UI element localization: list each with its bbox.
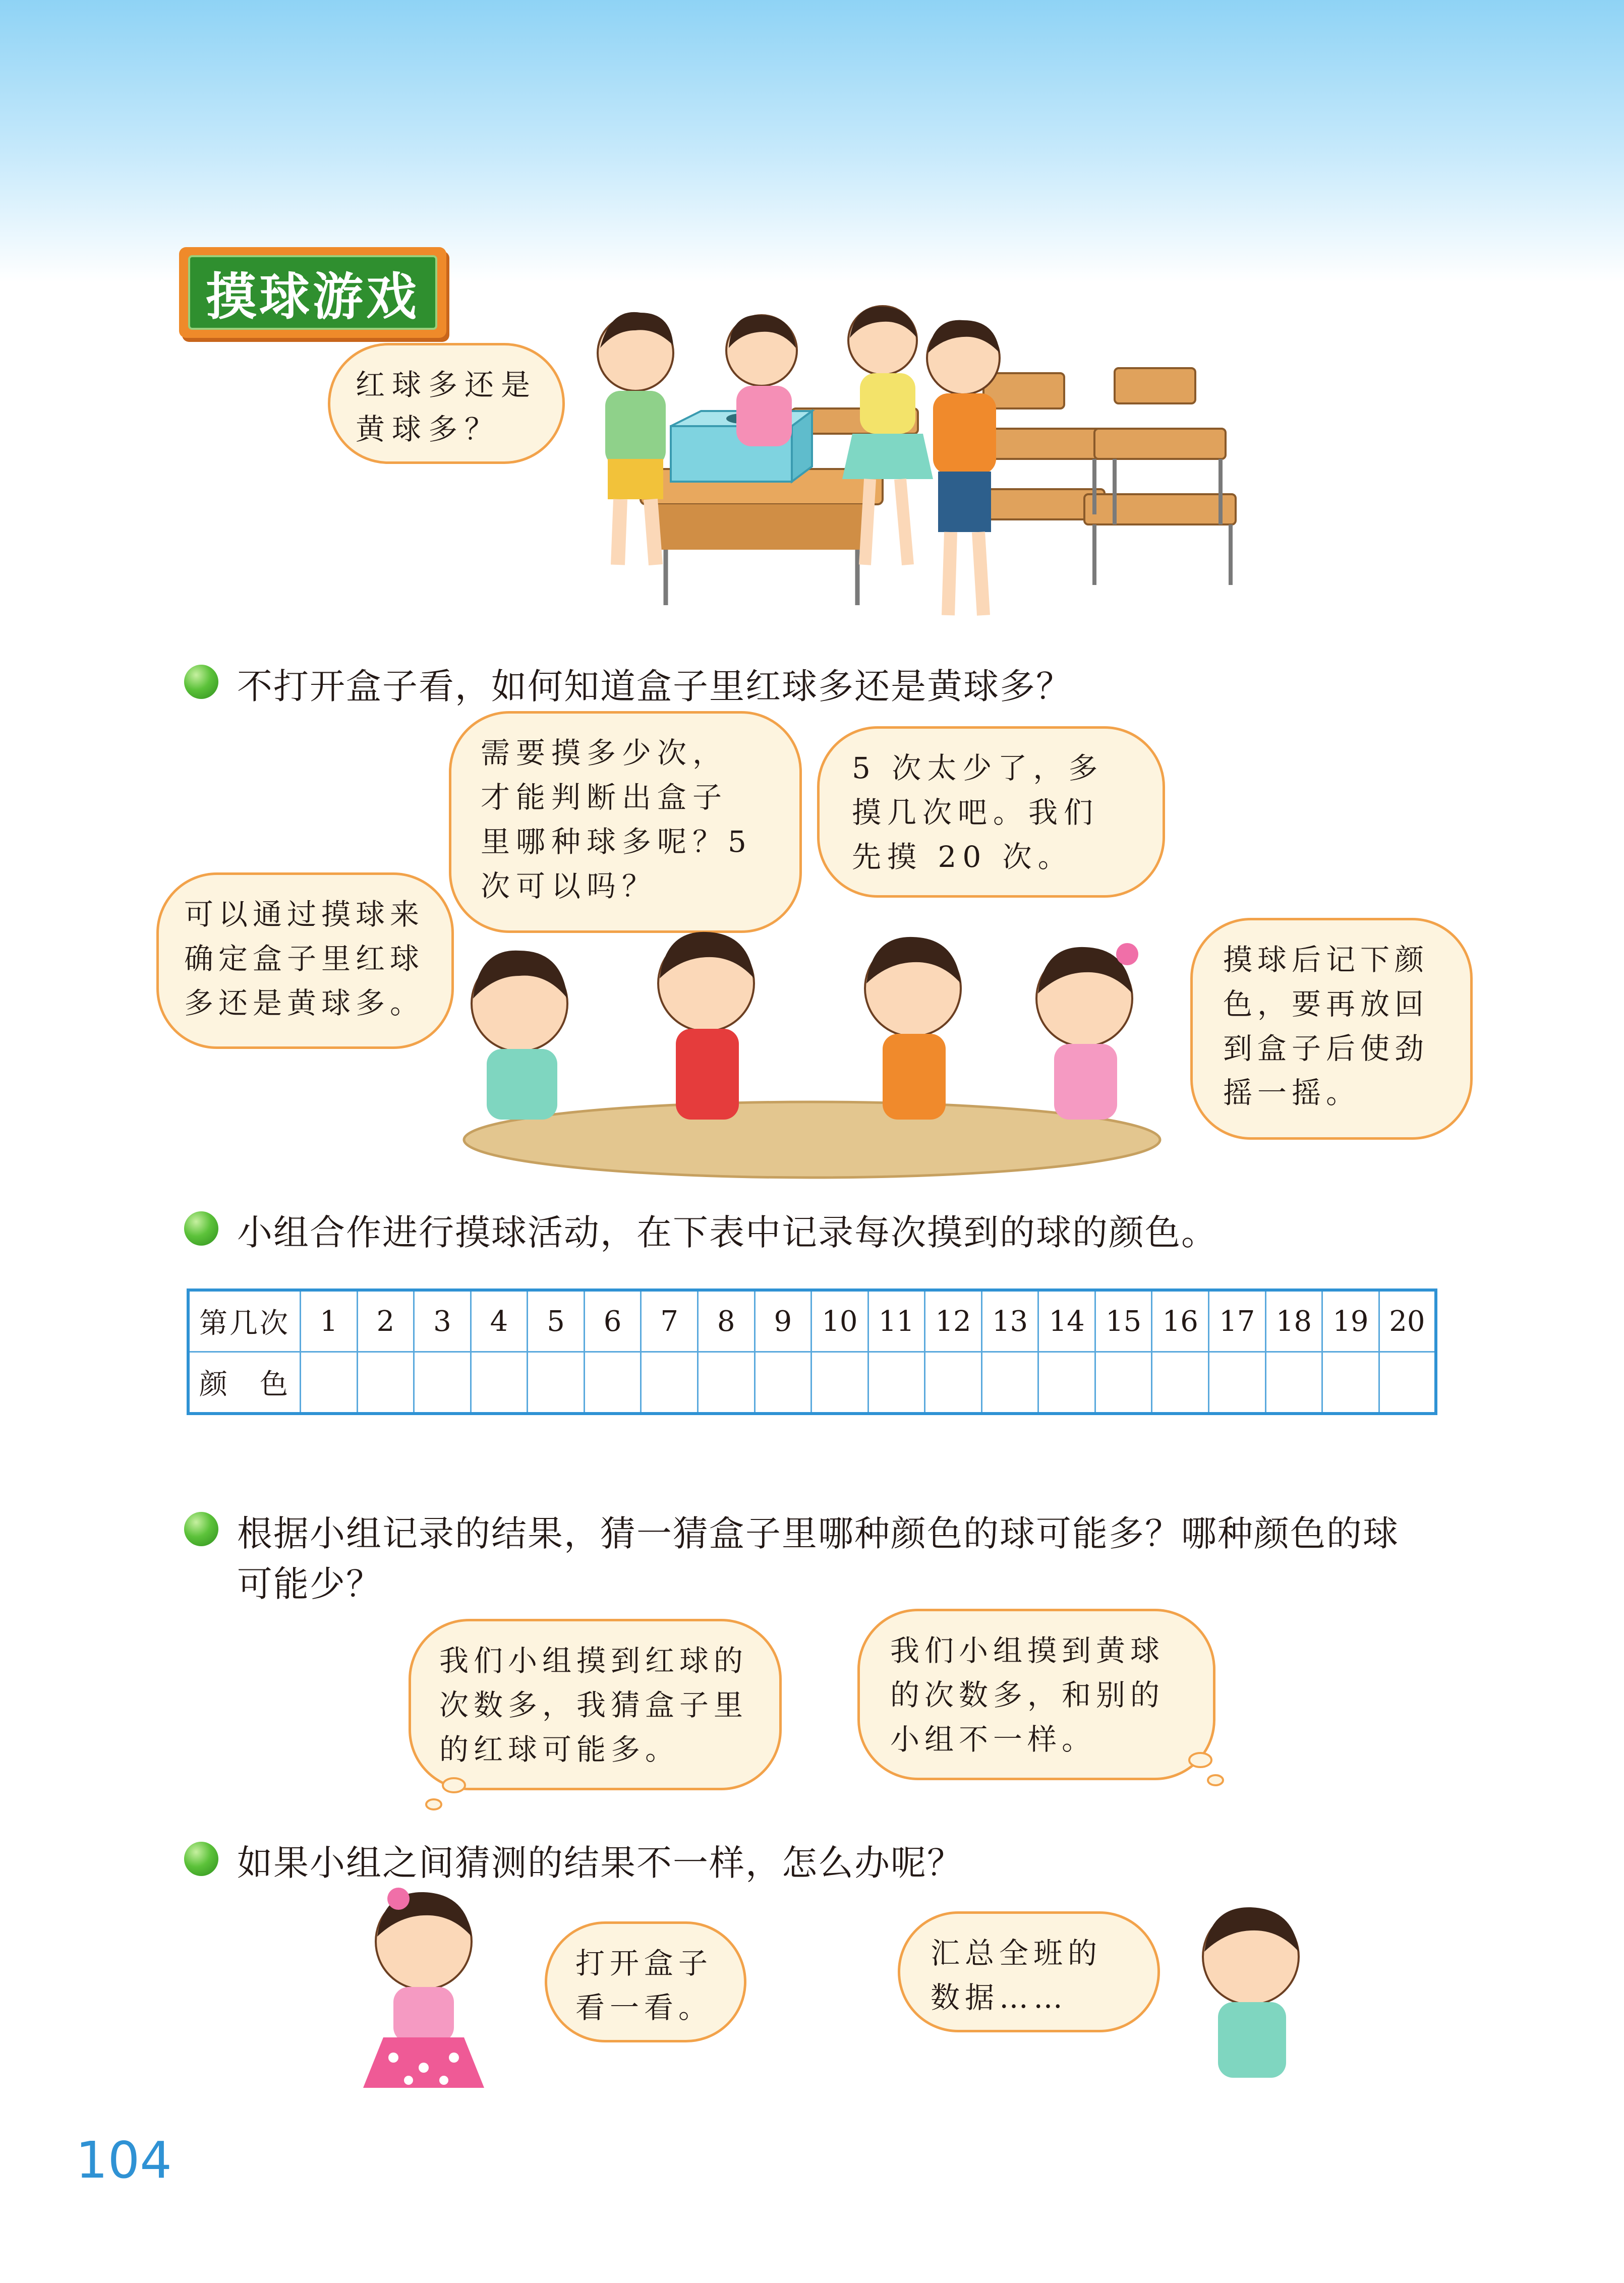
trial-number-cell: 3 (414, 1290, 471, 1352)
color-entry-cell[interactable] (1038, 1352, 1095, 1414)
row-header-trial: 第几次 (188, 1290, 301, 1352)
speech-bubble-red-or-yellow: 红球多还是 黄球多？ (328, 343, 565, 464)
question-2-text: 小组合作进行摸球活动，在下表中记录每次摸到的球的颜色。 (237, 1212, 1217, 1253)
color-entry-cell[interactable] (1209, 1352, 1266, 1414)
question-4-text: 如果小组之间猜测的结果不一样，怎么办呢？ (237, 1842, 963, 1884)
trial-number-cell: 15 (1095, 1290, 1152, 1352)
color-entry-cell[interactable] (414, 1352, 471, 1414)
color-entry-cell[interactable] (528, 1352, 585, 1414)
speech-bubble-open-box: 打开盒子 看一看。 (545, 1921, 746, 2042)
trial-number-cell: 5 (528, 1290, 585, 1352)
speech-bubble-guess-red: 我们小组摸到红球的 次数多，我猜盒子里 的红球可能多。 (409, 1619, 782, 1790)
trial-number-cell: 2 (357, 1290, 414, 1352)
trial-number-cell: 4 (471, 1290, 528, 1352)
color-entry-cell[interactable] (641, 1352, 698, 1414)
speech-bubble-how-many-times: 需要摸多少次， 才能判断出盒子 里哪种球多呢？5 次可以吗？ (449, 711, 802, 933)
color-entry-cell[interactable] (1152, 1352, 1209, 1414)
speech-bubble-guess-yellow: 我们小组摸到黄球 的次数多，和别的 小组不一样。 (857, 1609, 1215, 1780)
trial-number-cell: 10 (811, 1290, 868, 1352)
trial-number-cell: 12 (925, 1290, 982, 1352)
color-entry-cell[interactable] (1322, 1352, 1379, 1414)
question-bullet-1 (184, 665, 218, 699)
table-row-trial-number (188, 1290, 1436, 1352)
color-entry-cell[interactable] (755, 1352, 811, 1414)
thought-dots-left (414, 1765, 474, 1816)
color-entry-cell[interactable] (301, 1352, 358, 1414)
page-number: 104 (76, 2131, 172, 2190)
thought-dots-right (1175, 1750, 1236, 1800)
question-3-line-2: 可能少？ (237, 1563, 382, 1605)
trial-number-cell: 19 (1322, 1290, 1379, 1352)
boy-illustration (1160, 1896, 1342, 2088)
trial-number-cell: 13 (981, 1290, 1038, 1352)
speech-bubble-collect-class-data: 汇总全班的 数据…… (898, 1911, 1160, 2032)
trial-number-cell: 7 (641, 1290, 698, 1352)
question-bullet-3 (184, 1512, 218, 1546)
section-title-badge (179, 247, 446, 338)
trial-number-cell: 11 (868, 1290, 925, 1352)
question-1-text: 不打开盒子看，如何知道盒子里红球多还是黄球多？ (237, 666, 1072, 707)
trial-number-cell: 8 (698, 1290, 755, 1352)
color-entry-cell[interactable] (981, 1352, 1038, 1414)
speech-bubble-record-and-shake: 摸球后记下颜 色，要再放回 到盒子后使劲 摇一摇。 (1190, 918, 1473, 1140)
speech-bubble-draw-20-times: 5 次太少了，多 摸几次吧。我们 先摸 20 次。 (817, 726, 1165, 898)
girl-illustration (318, 1886, 530, 2098)
color-entry-cell[interactable] (357, 1352, 414, 1414)
question-bullet-2 (184, 1211, 218, 1246)
four-kids-at-table-illustration (444, 923, 1180, 1185)
trial-number-cell: 9 (755, 1290, 811, 1352)
color-entry-cell[interactable] (811, 1352, 868, 1414)
color-entry-cell[interactable] (1265, 1352, 1322, 1414)
trial-number-cell: 20 (1379, 1290, 1436, 1352)
color-entry-cell[interactable] (698, 1352, 755, 1414)
row-header-color: 颜 色 (188, 1352, 301, 1414)
trial-number-cell: 18 (1265, 1290, 1322, 1352)
color-entry-cell[interactable] (471, 1352, 528, 1414)
trial-number-cell: 14 (1038, 1290, 1095, 1352)
classroom-illustration (580, 303, 1261, 646)
color-entry-cell[interactable] (925, 1352, 982, 1414)
section-title: 摸球游戏 (188, 255, 437, 330)
color-entry-cell[interactable] (1095, 1352, 1152, 1414)
trial-number-cell: 6 (584, 1290, 641, 1352)
record-table (187, 1289, 1437, 1415)
question-bullet-4 (184, 1842, 218, 1876)
color-entry-cell[interactable] (1379, 1352, 1436, 1414)
trial-number-cell: 17 (1209, 1290, 1266, 1352)
question-3-line-1: 根据小组记录的结果，猜一猜盒子里哪种颜色的球可能多？哪种颜色的球 (237, 1513, 1399, 1554)
color-entry-cell[interactable] (584, 1352, 641, 1414)
trial-number-cell: 16 (1152, 1290, 1209, 1352)
speech-bubble-use-drawing: 可以通过摸球来 确定盒子里红球 多还是黄球多。 (156, 872, 454, 1049)
trial-number-cell: 1 (301, 1290, 358, 1352)
table-row-color (188, 1352, 1436, 1414)
color-entry-cell[interactable] (868, 1352, 925, 1414)
